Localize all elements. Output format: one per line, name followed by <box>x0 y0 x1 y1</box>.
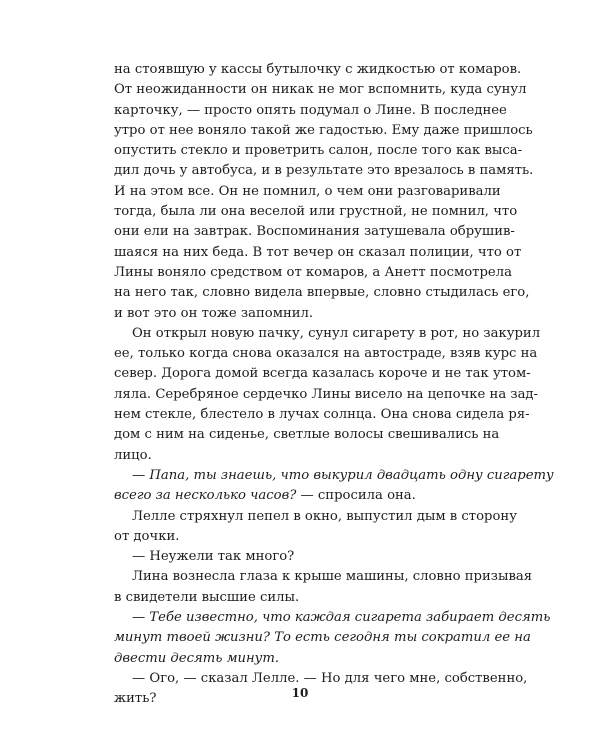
text-line: двести десять минут. <box>114 650 280 666</box>
text-line <box>114 486 488 506</box>
text-line: Лелле стряхнул пепел в окно, выпустил дым в сторону <box>132 508 517 524</box>
text-line: дом с ним на сиденье, светлые волосы свешивались на <box>114 427 500 443</box>
text-line: в свидетели высшие силы. <box>114 589 300 605</box>
body-text <box>114 60 554 710</box>
text-line: ляла. Серебряное сердечко Лины висело на цепочке на зад- <box>114 386 539 402</box>
text-line: — Неужели так много? <box>132 549 295 565</box>
text-line: Лина вознесла глаза к крыше машины, словно призывая <box>132 569 533 585</box>
text-line: утро от нее воняло такой же гадостью. Ему даже пришлось <box>114 122 533 138</box>
text-line: и вот это он тоже запомнил. <box>114 305 314 321</box>
text-line: — Тебе известно, что каждая сигарета забирает десять <box>132 610 551 626</box>
text-line: шаяся на них беда. В тот вечер он сказал полиции, что от <box>114 244 522 260</box>
text-line: опустить стекло и проветрить салон, после того как выса- <box>114 143 523 159</box>
text-line: они ели на завтрак. Воспоминания затушевала обрушив- <box>114 224 515 240</box>
text-line: — Папа, ты знаешь, что выкурил двадцать одну сигарету <box>132 467 554 483</box>
text-line: Лины воняло средством от комаров, а Анетт посмотрела <box>114 264 512 280</box>
text-line: карточку, — просто опять подумал о Лине. В последнее <box>114 102 507 118</box>
italic-run: всего за несколько часов? <box>114 488 297 504</box>
text-line: нем стекле, блестело в лучах солнца. Она снова сидела ря- <box>114 407 530 423</box>
text-line: ее, только когда снова оказался на автостраде, взяв курс на <box>114 346 538 362</box>
text-line: дил дочь у автобуса, и в результате это врезалось в память. <box>114 163 534 179</box>
text-line: от дочки. <box>114 528 180 544</box>
text-line: — Ого, — сказал Лелле. — Но для чего мне, собственно, <box>132 670 528 686</box>
text-line: север. Дорога домой всегда казалась короче и не так утом- <box>114 366 531 382</box>
text-line: на стоявшую у кассы бутылочку с жидкостью от комаров. <box>114 62 522 77</box>
text-line: тогда, была ли она веселой или грустной, не помнил, что <box>114 204 518 220</box>
text-line: Он открыл новую пачку, сунул сигарету в рот, но закурил <box>132 325 541 341</box>
text-line: И на этом все. Он не помнил, о чем они разговаривали <box>114 183 501 199</box>
text-line: на него так, словно видела впервые, словно стыдилась его, <box>114 285 530 301</box>
text-line: лицо. <box>114 447 152 463</box>
page-number: 10 <box>291 686 309 700</box>
text-line: жить? <box>114 691 157 707</box>
text-line: минут твоей жизни? То есть сегодня ты сократил ее на <box>114 630 531 646</box>
plain-run: — спросила она. <box>296 488 416 504</box>
text-line: От неожиданности он никак не мог вспомнить, куда сунул <box>114 82 527 98</box>
